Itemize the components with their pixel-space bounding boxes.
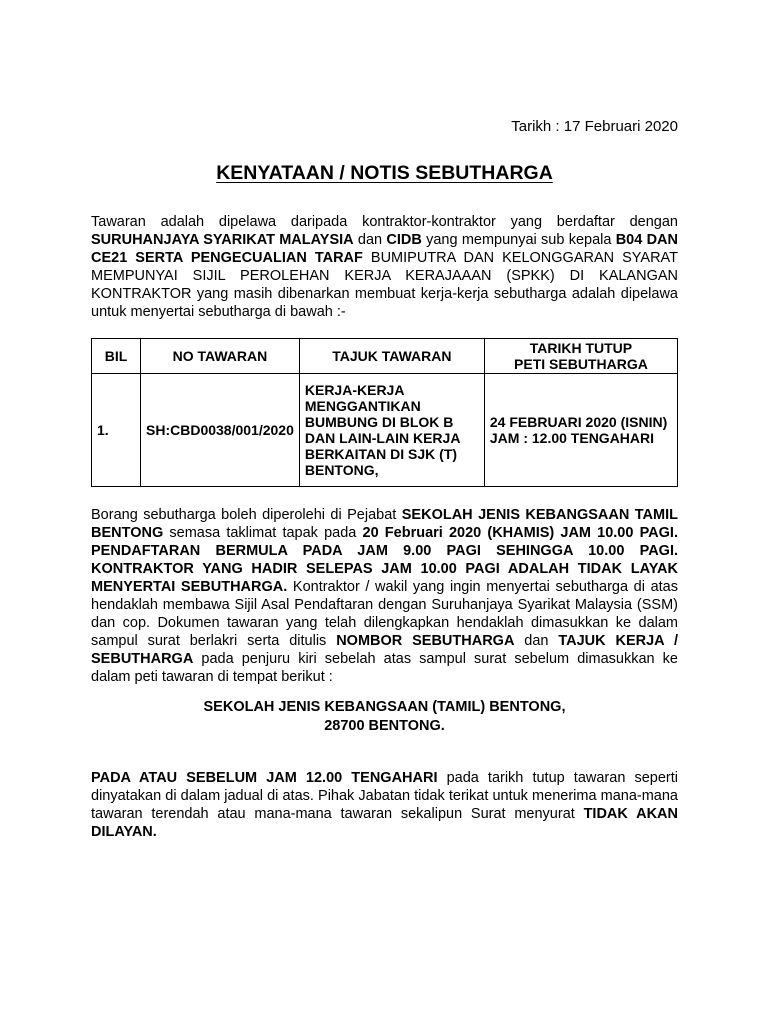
intro-bold-ssm: SURUHANJAYA SYARIKAT MALAYSIA xyxy=(91,232,354,248)
body2-text-1: Borang sebutharga boleh diperolehi di Pejabat xyxy=(91,507,402,523)
tender-table xyxy=(91,338,678,487)
tender-table-header-row xyxy=(92,339,678,374)
body2-bold-briefing: 20 Februari 2020 (KHAMIS) JAM 10.00 PAGI. PENDAFTARAN BERMULA PADA JAM 9.00 PAGI SEHINGGA 10.00 PAGI. KONTRAKTOR YANG HADIR SELEPAS JAM 10.00 PAGI ADALAH TIDAK LAYAK MENYERTAI SEBUTHARGA. xyxy=(91,525,678,595)
intro-bold-subkepala: B04 DAN CE21 SERTA PENGECUALIAN TARAF xyxy=(91,232,678,266)
body3-bold-deadline: PADA ATAU SEBELUM JAM 12.00 TENGAHARI xyxy=(91,770,438,786)
body2-text-3: Kontraktor / wakil yang ingin menyertai sebutharga di atas hendaklah membawa Sijil Asal Pendaftaran dengan Suruhanjaya Syarikat Malaysia (SSM) dan cop. Dokumen tawaran yang telah dilengkapkan hendaklah dimasukkan ke dalam sampul surat berlakri serta ditulis xyxy=(91,579,678,649)
intro-text-4: BUMIPUTRA DAN KELONGGARAN SYARAT MEMPUNYAI SIJIL PEROLEHAN KERJA KERAJAAAN (SPKK) DI KALANGAN KONTRAKTOR yang masih dibenarkan membuat kerja-kerja sebutharga adalah dipelawa untuk menyertai sebutharga di bawah :- xyxy=(91,250,678,320)
cell-tarikh-line2: JAM : 12.00 TENGAHARI xyxy=(489,430,655,446)
table-row xyxy=(92,374,678,487)
address-line-1: SEKOLAH JENIS KEBANGSAAN (TAMIL) BENTONG, xyxy=(203,699,566,715)
intro-text-1: Tawaran adalah dipelawa daripada kontraktor-kontraktor yang berdaftar dengan xyxy=(91,214,678,230)
body2-bold-nombor: NOMBOR SEBUTHARGA xyxy=(336,633,515,649)
body3-text-1: pada tarikh tutup tawaran seperti dinyatakan di dalam jadual di atas. Pihak Jabatan tidak terikat untuk menerima mana-mana tawaran terendah atau mana-mana tawaran sekalipun Surat menyurat xyxy=(91,770,678,822)
deadline-paragraph xyxy=(91,769,678,841)
header-bil: BIL xyxy=(92,339,141,374)
intro-bold-cidb: CIDB xyxy=(386,232,422,248)
body2-bold-school: SEKOLAH JENIS KEBANGSAAN TAMIL BENTONG xyxy=(91,507,678,541)
header-tarikh-line2: PETI SEBUTHARGA xyxy=(514,356,648,372)
cell-bil: 1. xyxy=(92,374,141,487)
document-title: KENYATAAN / NOTIS SEBUTHARGA xyxy=(216,162,553,184)
instructions-paragraph xyxy=(91,506,678,686)
intro-text-2: dan xyxy=(353,232,387,248)
header-tajuk-tawaran: TAJUK TAWARAN xyxy=(299,339,484,374)
header-tarikh-line1: TARIKH TUTUP xyxy=(529,340,633,356)
cell-no-tawaran: SH:CBD0038/001/2020 xyxy=(141,374,300,487)
cell-tarikh-line1: 24 FEBRUARI 2020 (ISNIN) xyxy=(489,414,668,430)
intro-text-3: yang mempunyai sub kepala xyxy=(421,232,616,248)
document-date: Tarikh : 17 Februari 2020 xyxy=(511,118,678,135)
body2-bold-tajuk: TAJUK KERJA / SEBUTHARGA xyxy=(91,633,678,667)
body3-bold-notice: TIDAK AKAN DILAYAN. xyxy=(91,806,678,840)
address-line-2: 28700 BENTONG. xyxy=(324,718,445,734)
header-no-tawaran: NO TAWARAN xyxy=(141,339,300,374)
cell-tarikh-tutup xyxy=(484,374,677,487)
submission-address xyxy=(91,698,678,736)
intro-paragraph xyxy=(91,213,678,321)
body2-text-4: dan xyxy=(514,633,559,649)
header-tarikh-tutup xyxy=(484,339,677,374)
body2-text-5: pada penjuru kiri sebelah atas sampul surat sebelum dimasukkan ke dalam peti tawaran di tempat berikut : xyxy=(91,651,678,685)
body2-text-2: semasa taklimat tapak pada xyxy=(163,525,363,541)
cell-tajuk-tawaran: KERJA-KERJA MENGGANTIKAN BUMBUNG DI BLOK B DAN LAIN-LAIN KERJA BERKAITAN DI SJK (T) BENTONG, xyxy=(299,374,484,487)
